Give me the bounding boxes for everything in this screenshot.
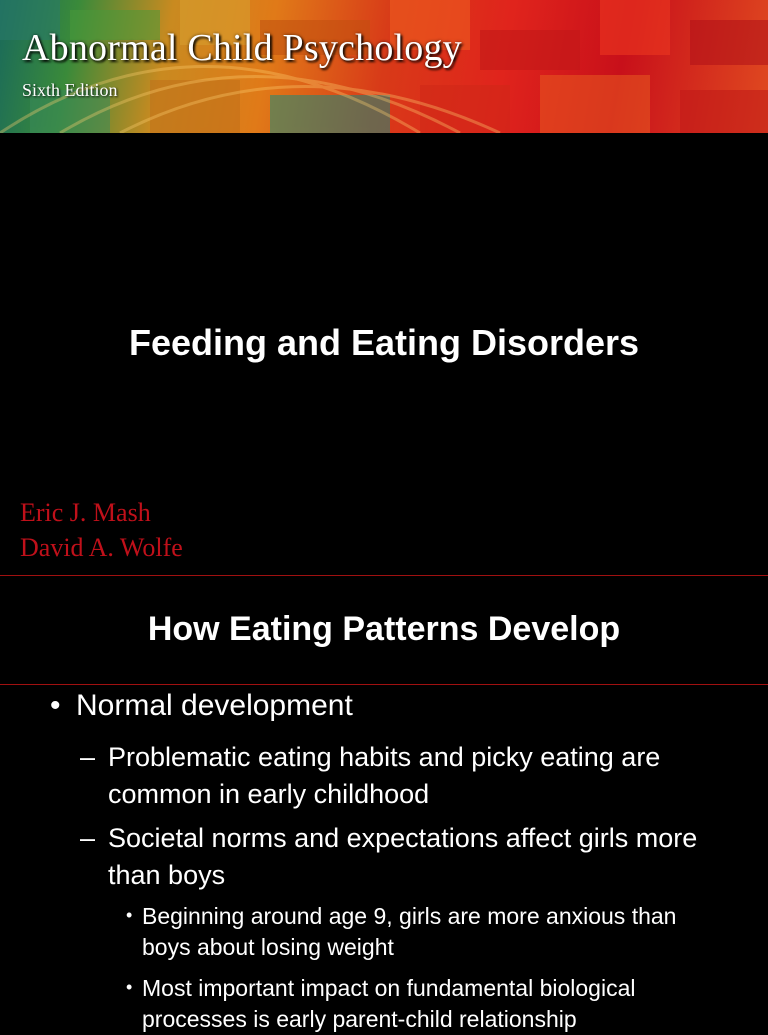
bullet-level-1 xyxy=(50,689,353,723)
bullet-icon: • xyxy=(126,905,133,925)
bullet-text: Beginning around age 9, girls are more anxious than boys about losing weight xyxy=(142,903,677,960)
dash-icon: – xyxy=(80,823,96,853)
author-name: Eric J. Mash xyxy=(20,498,151,527)
bullet-level-2 xyxy=(80,820,708,894)
bullet-level-2 xyxy=(80,739,708,813)
bullet-text: Normal development xyxy=(76,689,353,722)
book-edition: Sixth Edition xyxy=(22,80,118,100)
dash-icon: – xyxy=(80,742,96,772)
book-title: Abnormal Child Psychology xyxy=(22,27,462,69)
bullet-text: Societal norms and expectations affect girls more than boys xyxy=(108,823,698,890)
slide-title: Feeding and Eating Disorders xyxy=(128,322,640,363)
slide-title: How Eating Patterns Develop xyxy=(147,610,621,648)
book-banner xyxy=(0,0,768,133)
bullet-level-3 xyxy=(126,973,722,1035)
title-divider xyxy=(0,684,768,685)
slide-divider xyxy=(0,575,768,576)
bullet-level-3 xyxy=(126,901,722,963)
bullet-text: Most important impact on fundamental biological processes is early parent-child relationship xyxy=(142,975,636,1032)
author-name: David A. Wolfe xyxy=(20,533,183,562)
bullet-text: Problematic eating habits and picky eating are common in early childhood xyxy=(108,742,661,809)
bullet-icon: • xyxy=(50,689,61,722)
bullet-icon: • xyxy=(126,977,133,997)
